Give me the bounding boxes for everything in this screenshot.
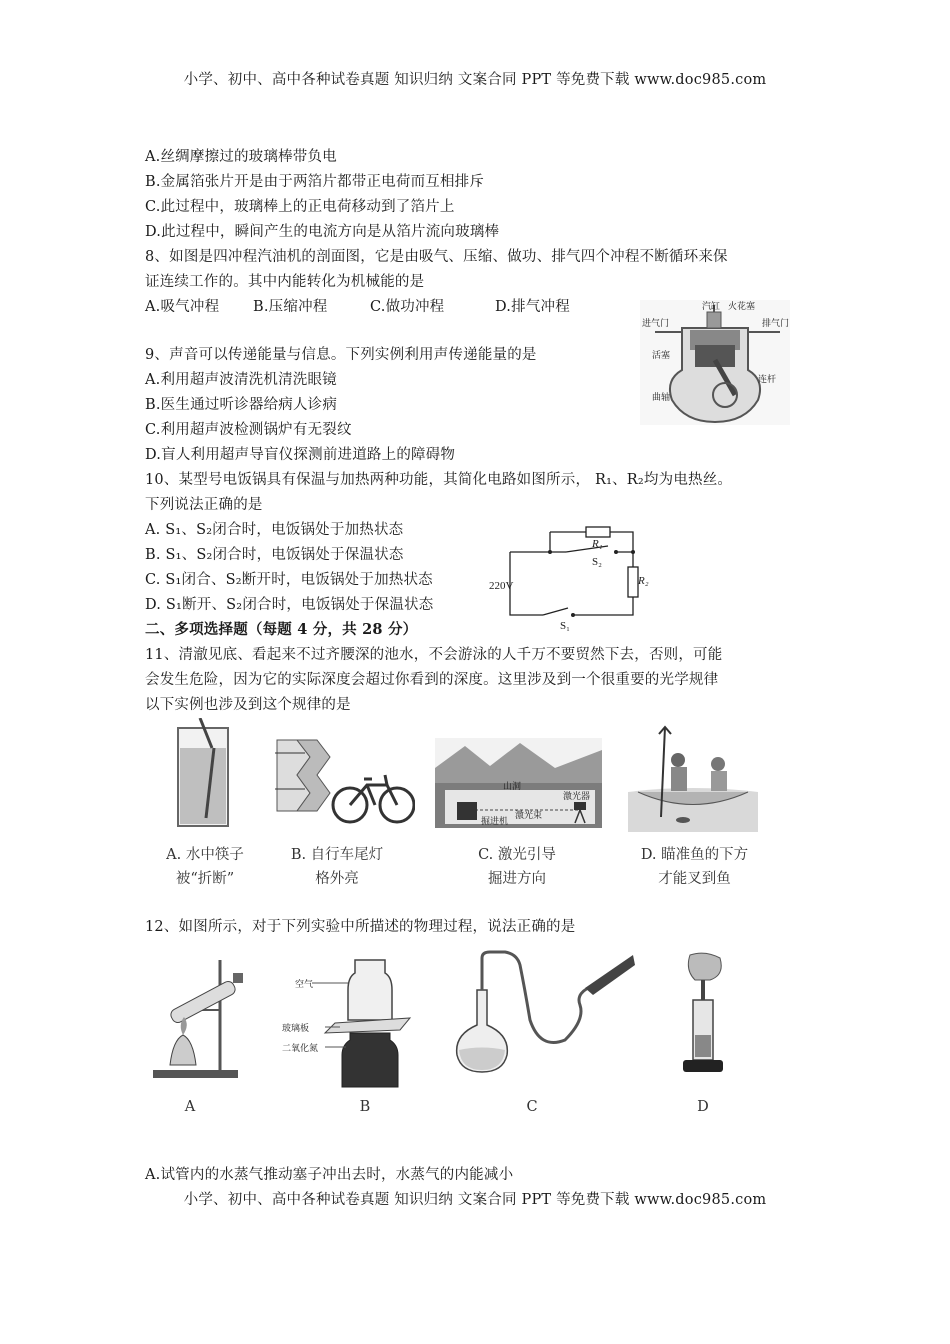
caption-b-line2: 格外亮 xyxy=(315,871,359,887)
q11-stem-line1: 11、清澈见底、看起来不过齐腰深的池水，不会游泳的人千万不要贸然下去，否则，可能 xyxy=(145,647,723,663)
label-no2: 二氧化氮 xyxy=(282,1044,319,1054)
label-cylinder: 汽缸 xyxy=(702,302,721,312)
laser-tunnel-image xyxy=(435,738,602,828)
q8-option-d: D.排气冲程 xyxy=(495,299,570,315)
test-tube xyxy=(169,979,237,1024)
label-laser: 激光器 xyxy=(563,792,591,802)
lower-bottle xyxy=(342,1033,398,1087)
engine-diagram xyxy=(640,300,790,425)
fish-shape xyxy=(676,817,690,823)
caption-d-line1: D. 瞄准鱼的下方 xyxy=(640,847,749,863)
label-s1: S₁ xyxy=(560,620,570,632)
q11-stem-line2: 会发生危险，因为它的实际深度会超过你看到的深度。这里涉及到一个很重要的光学规律 xyxy=(145,672,719,688)
test-tube-experiment-image xyxy=(148,955,248,1085)
q10-stem-line1: 10、某型号电饭锅具有保温与加热两种功能，其简化电路如图所示， R₁、R₂均为电热丝。 xyxy=(145,472,733,488)
caption-c-line1: C. 激光引导 xyxy=(478,847,556,863)
q10-option-c: C. S₁闭合、S₂断开时，电饭锅处于加热状态 xyxy=(145,572,433,588)
label-air: 空气 xyxy=(295,980,314,990)
q7-option-d: D.此过程中，瞬间产生的电流方向是从箔片流向玻璃棒 xyxy=(145,224,500,240)
q9-option-c: C.利用超声波检测锅炉有无裂纹 xyxy=(145,422,352,438)
label-rod: 连杆 xyxy=(758,375,777,385)
q10-stem-line2: 下列说法正确的是 xyxy=(145,497,263,513)
r1-resistor xyxy=(586,527,610,537)
label-intake: 进气门 xyxy=(642,319,670,329)
q11-stem-line3: 以下实例也涉及到这个规律的是 xyxy=(145,697,351,713)
q9-stem: 9、声音可以传递能量与信息。下列实例利用声传递能量的是 xyxy=(145,347,537,363)
q11-caption-c xyxy=(462,843,572,891)
label-crank: 曲轴 xyxy=(652,393,671,403)
q7-option-a: A.丝绸摩擦过的玻璃棒带负电 xyxy=(145,149,337,165)
label-s2: S₂ xyxy=(592,556,602,568)
caption-a-line2: 被“折断” xyxy=(175,871,235,887)
caption-c-line2: 掘进方向 xyxy=(488,871,546,887)
circuit-diagram xyxy=(488,517,658,632)
q12-letter-a: A xyxy=(184,1099,196,1115)
q9-option-a: A.利用超声波清洗机清洗眼镜 xyxy=(145,372,337,388)
page-header: 小学、初中、高中各种试卷真题 知识归纳 文案合同 PPT 等免费下载 www.doc985.com xyxy=(183,72,767,88)
pump-handle xyxy=(585,955,635,995)
caption-b-line1: B. 自行车尾灯 xyxy=(290,847,384,863)
hand-shape xyxy=(688,953,721,980)
label-mountain: 山洞 xyxy=(503,782,522,792)
fisher-head xyxy=(671,753,685,767)
section-title: 二、多项选择题（每题 4 分，共 28 分） xyxy=(145,621,418,638)
r2-resistor xyxy=(628,567,638,597)
label-piston: 活塞 xyxy=(652,351,671,361)
label-beam: 激光束 xyxy=(515,811,543,821)
fish-spearing-image xyxy=(623,722,763,832)
q8-option-a: A.吸气冲程 xyxy=(145,299,220,315)
laser-device xyxy=(574,802,586,810)
bicycle-reflector-image xyxy=(275,735,415,830)
label-exhaust: 排气门 xyxy=(762,319,790,329)
q7-option-b: B.金属箔张片开是由于两箔片都带正电荷而互相排斥 xyxy=(145,174,485,190)
q11-caption-a xyxy=(155,843,255,891)
alcohol-lamp xyxy=(170,1035,196,1065)
q8-stem-line2: 证连续工作的。其中内能转化为机械能的是 xyxy=(145,274,425,290)
q11-caption-d xyxy=(622,843,767,891)
chopstick-glass-image xyxy=(170,718,240,830)
q10-option-d: D. S₁断开、S₂闭合时，电饭锅处于保温状态 xyxy=(145,597,434,613)
q8-option-b: B.压缩冲程 xyxy=(253,299,328,315)
q9-option-d: D.盲人利用超声导盲仪探测前进道路上的障碍物 xyxy=(145,447,456,463)
q9-option-b: B.医生通过听诊器给病人诊病 xyxy=(145,397,338,413)
q12-stem: 12、如图所示，对于下列实验中所描述的物理过程，说法正确的是 xyxy=(145,919,576,935)
stand-base xyxy=(153,1070,238,1078)
label-machine: 掘进机 xyxy=(481,817,509,827)
label-r2: R₂ xyxy=(638,575,649,587)
syringe-base xyxy=(683,1060,723,1072)
label-voltage: 220V xyxy=(489,580,514,592)
label-spark-plug: 火花塞 xyxy=(728,302,756,312)
q10-option-a: A. S₁、S₂闭合时，电饭锅处于加热状态 xyxy=(145,522,404,538)
page-footer: 小学、初中、高中各种试卷真题 知识归纳 文案合同 PPT 等免费下载 www.doc985.com xyxy=(183,1192,767,1208)
q12-letter-c: C xyxy=(526,1099,538,1115)
tunnel-machine xyxy=(457,802,477,820)
q10-option-b: B. S₁、S₂闭合时，电饭锅处于保温状态 xyxy=(145,547,404,563)
upper-bottle xyxy=(348,960,392,1020)
s1-switch xyxy=(543,608,568,615)
q12-letter-d: D xyxy=(697,1099,709,1115)
caption-d-line2: 才能叉到鱼 xyxy=(658,871,731,887)
label-glass: 玻璃板 xyxy=(282,1024,310,1034)
q12-letter-b: B xyxy=(359,1099,371,1115)
syringe-experiment-image xyxy=(665,950,745,1085)
flask-experiment-image xyxy=(455,950,635,1075)
q12-option-a: A.试管内的水蒸气推动塞子冲出去时，水蒸气的内能减小 xyxy=(145,1167,514,1183)
q7-option-c: C.此过程中，玻璃棒上的正电荷移动到了箔片上 xyxy=(145,199,455,215)
q8-option-c: C.做功冲程 xyxy=(370,299,445,315)
gas-diffusion-image xyxy=(280,955,420,1090)
q8-stem-line1: 8、如图是四冲程汽油机的剖面图，它是由吸气、压缩、做功、排气四个冲程不断循环来保 xyxy=(145,249,728,265)
q11-caption-b xyxy=(282,843,392,891)
caption-a-line1: A. 水中筷子 xyxy=(166,847,244,863)
label-r1: R₁ xyxy=(592,538,603,550)
